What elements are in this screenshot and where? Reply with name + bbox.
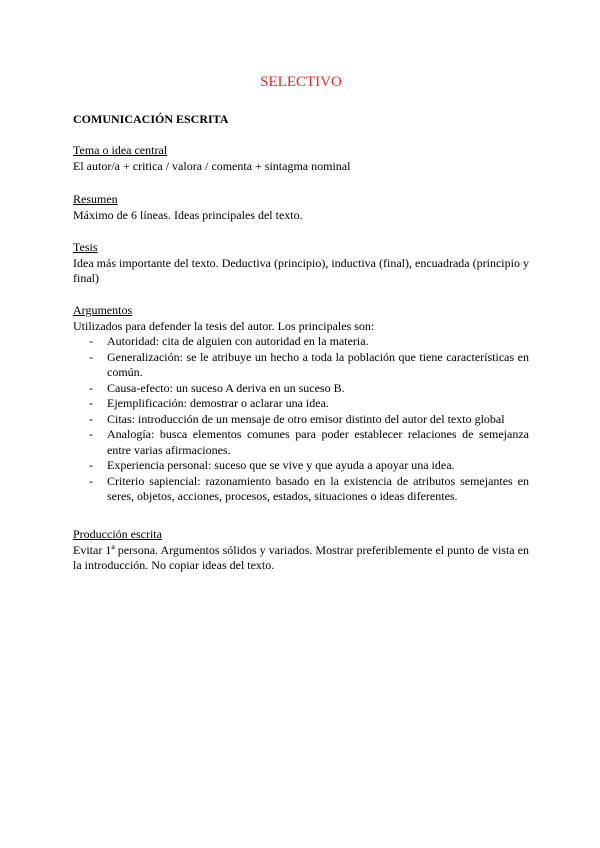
list-item	[73, 350, 529, 381]
list-item	[73, 458, 529, 474]
list-bullet: -	[89, 396, 93, 410]
section-tesis	[73, 240, 529, 287]
list-item	[73, 334, 529, 350]
list-bullet: -	[89, 349, 93, 364]
section-tema	[73, 143, 529, 174]
section-produccion	[73, 527, 529, 574]
list-item-text: Criterio sapiencial: razonamiento basado en la existencia de atributos semejantes en seres, objetos, acciones, procesos, estados, situaciones o ideas diferentes.	[107, 473, 529, 503]
list-item-text: Causa-efecto: un suceso A deriva en un suceso B.	[107, 380, 345, 395]
list-item-text: Analogía: busca elementos comunes para poder establecer relaciones de semejanza entre varias afirmaciones.	[107, 427, 529, 457]
section-produccion-text: Evitar 1ª persona. Argumentos sólidos y variados. Mostrar preferiblemente el punto de vista en la introducción. No copiar ideas del texto.	[73, 542, 529, 572]
list-bullet: -	[89, 411, 93, 426]
list-item	[73, 396, 529, 412]
page-title: SELECTIVO	[260, 74, 342, 90]
list-bullet: -	[89, 473, 93, 488]
list-bullet: -	[89, 334, 93, 348]
list-item-text: Citas: introducción de un mensaje de otro emisor distinto del autor del texto global	[107, 411, 505, 426]
section-argumentos	[73, 303, 529, 505]
section-tesis-text: Idea más importante del texto. Deductiva (principio), inductiva (final), encuadrada (principio y final)	[73, 255, 529, 285]
list-item-text: Experiencia personal: suceso que se vive y que ayuda a apoyar una idea.	[107, 458, 455, 472]
section-resumen-text: Máximo de 6 líneas. Ideas principales del texto.	[73, 207, 303, 222]
list-item	[73, 381, 529, 397]
list-item-text: Generalización: se le atribuye un hecho a toda la población que tiene características en común.	[107, 349, 529, 379]
main-heading: COMUNICACIÓN ESCRITA	[73, 112, 229, 126]
list-item	[73, 427, 529, 458]
section-tema-title: Tema o idea central	[73, 143, 168, 157]
section-argumentos-title: Argumentos	[73, 303, 133, 317]
list-item	[73, 412, 529, 428]
section-resumen	[73, 192, 529, 223]
list-bullet: -	[89, 427, 93, 441]
list-item	[73, 474, 529, 505]
list-bullet: -	[89, 380, 93, 395]
section-argumentos-intro: Utilizados para defender la tesis del autor. Los principales son:	[73, 318, 375, 333]
list-bullet: -	[89, 458, 93, 472]
section-resumen-title: Resumen	[73, 192, 118, 206]
list-item-text: Ejemplificación: demostrar o aclarar una idea.	[107, 396, 329, 410]
arguments-list	[73, 334, 529, 505]
section-tema-text: El autor/a + critica / valora / comenta + sintagma nominal	[73, 158, 351, 173]
section-tesis-title: Tesis	[73, 240, 98, 254]
section-produccion-title: Producción escrita	[73, 527, 162, 541]
list-item-text: Autoridad: cita de alguien con autoridad en la materia.	[107, 334, 369, 348]
